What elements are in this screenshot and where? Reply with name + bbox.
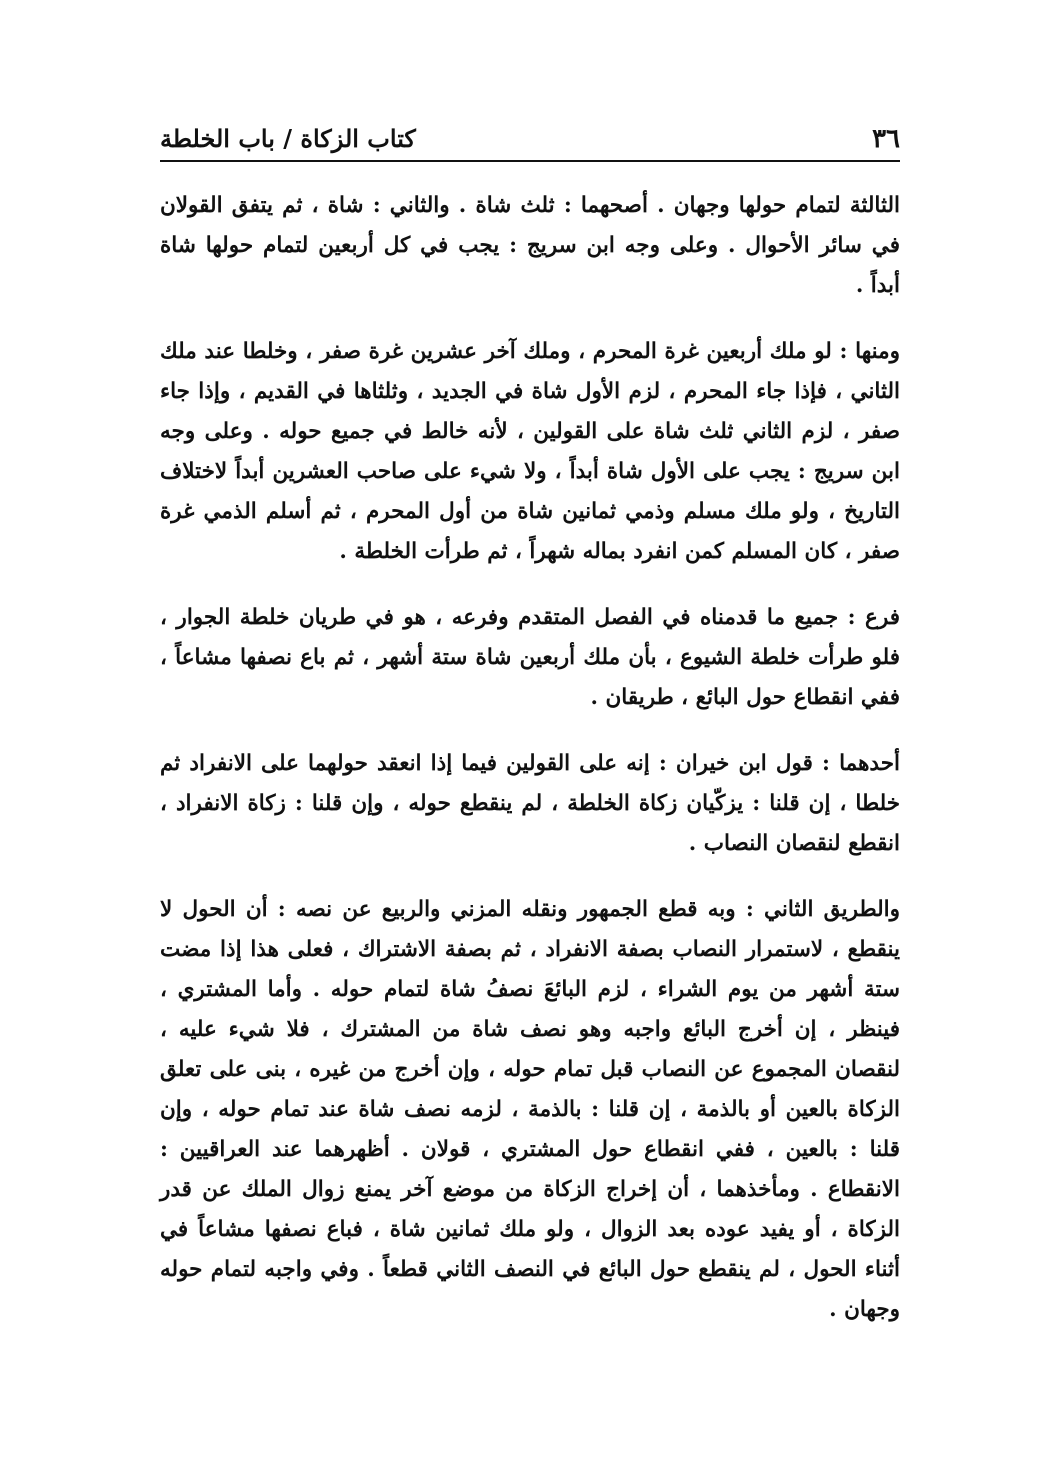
page-number: ٣٦ xyxy=(872,124,900,154)
paragraph-4-lead: أحدهما : xyxy=(822,751,900,776)
paragraph-3-text: جميع ما قدمناه في الفصل المتقدم وفرعه ، هو في طريان خلطة الجوار ، فلو طرأت خلطة الشيوع ، بأن ملك أربعين شاة ستة أشهر ، ثم باع نصفها مشاعاً ، ففي انقطاع حول البائع ، طريقان . xyxy=(160,605,900,710)
paragraph-3-lead: فرع : xyxy=(847,605,901,630)
paragraph-4 xyxy=(160,744,900,864)
paragraph-1 xyxy=(160,186,900,306)
header-rule xyxy=(160,160,900,162)
running-title: كتاب الزكاة / باب الخلطة xyxy=(160,124,416,153)
page-header xyxy=(160,118,900,162)
paragraph-3 xyxy=(160,598,900,718)
paragraph-1-text: الثالثة لتمام حولها وجهان . أصحهما : ثلث شاة . والثاني : شاة ، ثم يتفق القولان في سائر الأحوال . وعلى وجه ابن سريج : يجب في كل أربعين لتمام حولها شاة أبداً . xyxy=(160,193,900,298)
paragraph-2 xyxy=(160,332,900,572)
body-text xyxy=(160,186,900,1330)
paragraph-5-text: وبه قطع الجمهور ونقله المزني والربيع عن نصه : أن الحول لا ينقطع ، لاستمرار النصاب بصفة الانفراد ، ثم بصفة الاشتراك ، فعلى هذا إذا مضت ستة أشهر من يوم الشراء ، لزم البائعَ نصفُ شاة لتمام حوله . وأما المشتري ، فينظر ، إن أخرج البائع واجبه وهو نصف شاة من المشترك ، فلا شيء عليه ، لنقصان المجموع عن النصاب قبل تمام حوله ، وإن أخرج من غيره ، بنى على تعلق الزكاة بالعين أو بالذمة ، إن قلنا : بالذمة ، لزمه نصف شاة عند تمام حوله ، وإن قلنا : بالعين ، ففي انقطاع حول المشتري ، قولان . أظهرهما عند العراقيين : الانقطاع . ومأخذهما ، أن إخراج الزكاة من موضع آخر يمنع زوال الملك عن قدر الزكاة ، أو يفيد عوده بعد الزوال ، ولو ملك ثمانين شاة ، فباع نصفها مشاعاً في أثناء الحول ، لم ينقطع حول البائع في النصف الثاني قطعاً . وفي واجبه لتمام حوله وجهان . xyxy=(160,897,901,1322)
paragraph-4-text: قول ابن خيران : إنه على القولين فيما إذا انعقد حولهما على الانفراد ثم خلطا ، إن قلنا : يزكّيان زكاة الخلطة ، لم ينقطع حوله ، وإن قلنا : زكاة الانفراد ، انقطع لنقصان النصاب . xyxy=(160,751,900,856)
paragraph-5-lead: والطريق الثاني : xyxy=(745,897,900,922)
paragraph-2-text: ومنها : لو ملك أربعين غرة المحرم ، وملك آخر عشرين غرة صفر ، وخلطا عند ملك الثاني ، فإذا جاء المحرم ، لزم الأول شاة في الجديد ، وثلثاها في القديم ، وإذا جاء صفر ، لزم الثاني ثلث شاة على القولين ، لأنه خالط في جميع حوله . وعلى وجه ابن سريج : يجب على الأول شاة أبداً ، ولا شيء على صاحب العشرين أبداً لاختلاف التاريخ ، ولو ملك مسلم وذمي ثمانين شاة من أول المحرم ، ثم أسلم الذمي غرة صفر ، كان المسلم كمن انفرد بماله شهراً ، ثم طرأت الخلطة . xyxy=(160,339,900,564)
paragraph-5 xyxy=(160,890,900,1330)
